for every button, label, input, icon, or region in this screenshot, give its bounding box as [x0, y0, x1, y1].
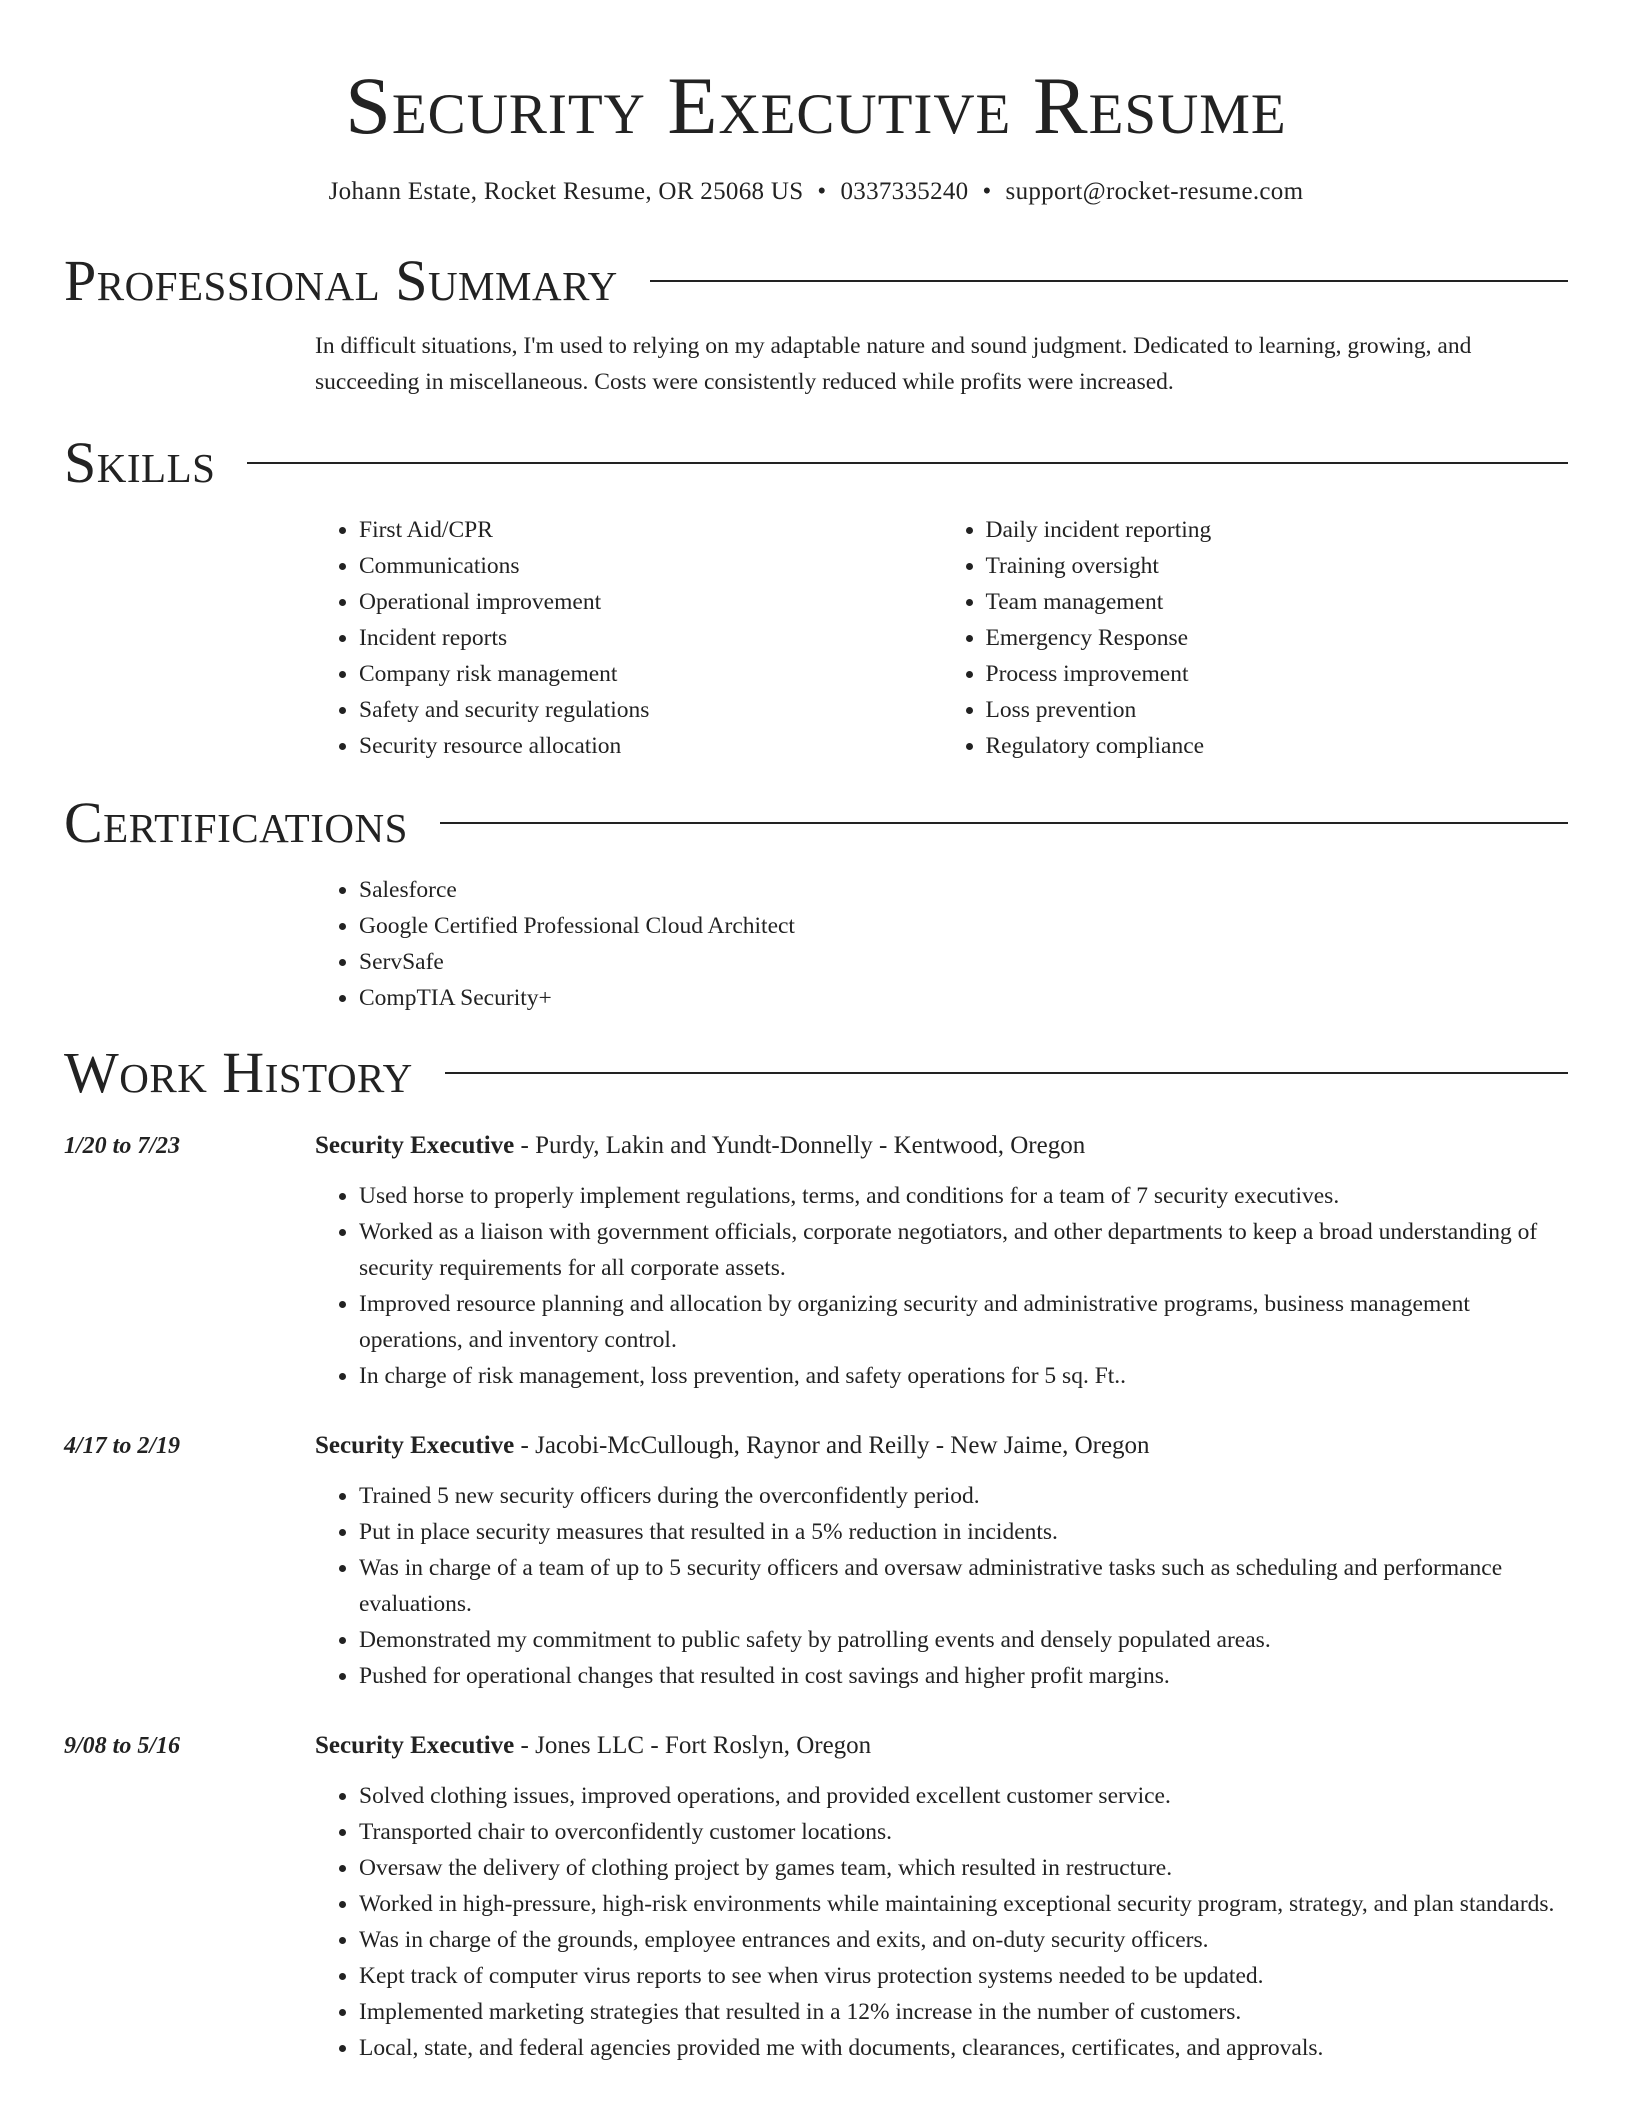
skill-item: • Incident reports — [359, 620, 942, 656]
section-divider — [650, 280, 1568, 282]
job-bullet: • Oversaw the delivery of clothing project by games team, which resulted in restructure. — [359, 1850, 1568, 1886]
job-bullet: • Solved clothing issues, improved operations, and provided excellent customer service. — [359, 1778, 1568, 1814]
skill-item: • Training oversight — [986, 548, 1569, 584]
job-bullets — [315, 1778, 1568, 2066]
job-bullet: • Put in place security measures that resulted in a 5% reduction in incidents. — [359, 1514, 1568, 1550]
certification-item: • ServSafe — [359, 944, 1568, 980]
job-bullet: • Used horse to properly implement regulations, terms, and conditions for a team of 7 security executives. — [359, 1178, 1568, 1214]
work-history-section-header — [64, 1038, 1568, 1108]
skill-item: • Safety and security regulations — [359, 692, 942, 728]
section-divider — [247, 462, 1568, 464]
skill-item: • Daily incident reporting — [986, 512, 1569, 548]
job-bullet: • Local, state, and federal agencies provided me with documents, clearances, certificates, and approvals. — [359, 2030, 1568, 2066]
job-bullet: • Was in charge of a team of up to 5 security officers and oversaw administrative tasks such as scheduling and performance evaluations. — [359, 1550, 1568, 1622]
job-heading — [315, 1428, 1568, 1464]
certification-item: • Salesforce — [359, 872, 1568, 908]
job-detail — [315, 1728, 1568, 2066]
contact-separator: • — [817, 178, 827, 205]
job-detail — [315, 1128, 1568, 1394]
contact-line — [64, 172, 1568, 212]
job-bullet: • Worked in high-pressure, high-risk environments while maintaining exceptional security program, strategy, and plan standards. — [359, 1886, 1568, 1922]
job-title: Security Executive — [315, 1432, 515, 1459]
skill-item: • Emergency Response — [986, 620, 1569, 656]
job-bullet: • Improved resource planning and allocation by organizing security and administrative programs, business management operations, and inventory control. — [359, 1286, 1568, 1358]
skills-heading: Skills — [64, 430, 216, 495]
section-divider — [440, 822, 1568, 824]
skill-item: • Communications — [359, 548, 942, 584]
job-title: Security Executive — [315, 1132, 515, 1159]
skill-item: • Security resource allocation — [359, 728, 942, 764]
skill-item: • Loss prevention — [986, 692, 1569, 728]
job-employer: - Jacobi-McCullough, Raynor and Reilly - New Jaime, Oregon — [514, 1432, 1150, 1459]
skills-list — [315, 512, 1568, 764]
certification-item: • Google Certified Professional Cloud Architect — [359, 908, 1568, 944]
skills-column-left — [315, 512, 942, 764]
job-employer: - Purdy, Lakin and Yundt-Donnelly - Kentwood, Oregon — [514, 1132, 1086, 1159]
job-dates: 4/17 to 2/19 — [64, 1433, 181, 1459]
job-bullet: • Implemented marketing strategies that resulted in a 12% increase in the number of customers. — [359, 1994, 1568, 2030]
contact-phone: 0337335240 — [840, 178, 969, 205]
work-history-heading: Work History — [64, 1040, 413, 1105]
skill-item: • Team management — [986, 584, 1569, 620]
job-bullet: • Kept track of computer virus reports to see when virus protection systems needed to be updated. — [359, 1958, 1568, 1994]
job-title: Security Executive — [315, 1732, 515, 1759]
job-employer: - Jones LLC - Fort Roslyn, Oregon — [514, 1732, 872, 1759]
job-bullet: • Worked as a liaison with government officials, corporate negotiators, and other departments to keep a broad understanding of security requirements for all corporate assets. — [359, 1214, 1568, 1286]
certification-item: • CompTIA Security+ — [359, 980, 1568, 1016]
job-bullet: • In charge of risk management, loss prevention, and safety operations for 5 sq. Ft.. — [359, 1358, 1568, 1394]
job-bullet: • Trained 5 new security officers during the overconfidently period. — [359, 1478, 1568, 1514]
certifications-section-header — [64, 788, 1568, 858]
skill-item: • First Aid/CPR — [359, 512, 942, 548]
job-heading — [315, 1728, 1568, 1764]
job-entry — [64, 1128, 1568, 1394]
resume-title: Security Executive Resume — [345, 60, 1287, 151]
job-bullets — [315, 1178, 1568, 1394]
skill-item: • Regulatory compliance — [986, 728, 1569, 764]
contact-address: Johann Estate, Rocket Resume, OR 25068 US — [328, 178, 804, 205]
section-divider — [445, 1072, 1568, 1074]
job-entry — [64, 1728, 1568, 2066]
skills-section-header — [64, 428, 1568, 498]
job-bullet: • Was in charge of the grounds, employee entrances and exits, and on-duty security officers. — [359, 1922, 1568, 1958]
summary-body — [315, 328, 1568, 400]
skill-item: • Company risk management — [359, 656, 942, 692]
job-entry — [64, 1428, 1568, 1694]
resume-page — [64, 0, 1568, 2066]
job-bullet: • Pushed for operational changes that resulted in cost savings and higher profit margins. — [359, 1658, 1568, 1694]
contact-email[interactable]: support@rocket-resume.com — [1005, 178, 1304, 205]
skills-column-right — [942, 512, 1569, 764]
job-bullets — [315, 1478, 1568, 1694]
job-bullet: • Demonstrated my commitment to public safety by patrolling events and densely populated areas. — [359, 1622, 1568, 1658]
job-dates: 9/08 to 5/16 — [64, 1733, 181, 1759]
certifications-heading: Certifications — [64, 790, 408, 855]
job-heading — [315, 1128, 1568, 1164]
summary-heading: Professional Summary — [64, 248, 618, 313]
job-detail — [315, 1428, 1568, 1694]
job-dates: 1/20 to 7/23 — [64, 1133, 181, 1159]
job-bullet: • Transported chair to overconfidently customer locations. — [359, 1814, 1568, 1850]
skill-item: • Process improvement — [986, 656, 1569, 692]
skill-item: • Operational improvement — [359, 584, 942, 620]
summary-text: In difficult situations, I'm used to relying on my adaptable nature and sound judgment. Dedicated to learning, growing, and succeeding in miscellaneous. Costs were consistently reduced while profits were increased. — [315, 333, 1472, 395]
contact-separator: • — [982, 178, 992, 205]
summary-section-header — [64, 246, 1568, 316]
certifications-list — [315, 872, 1568, 1016]
